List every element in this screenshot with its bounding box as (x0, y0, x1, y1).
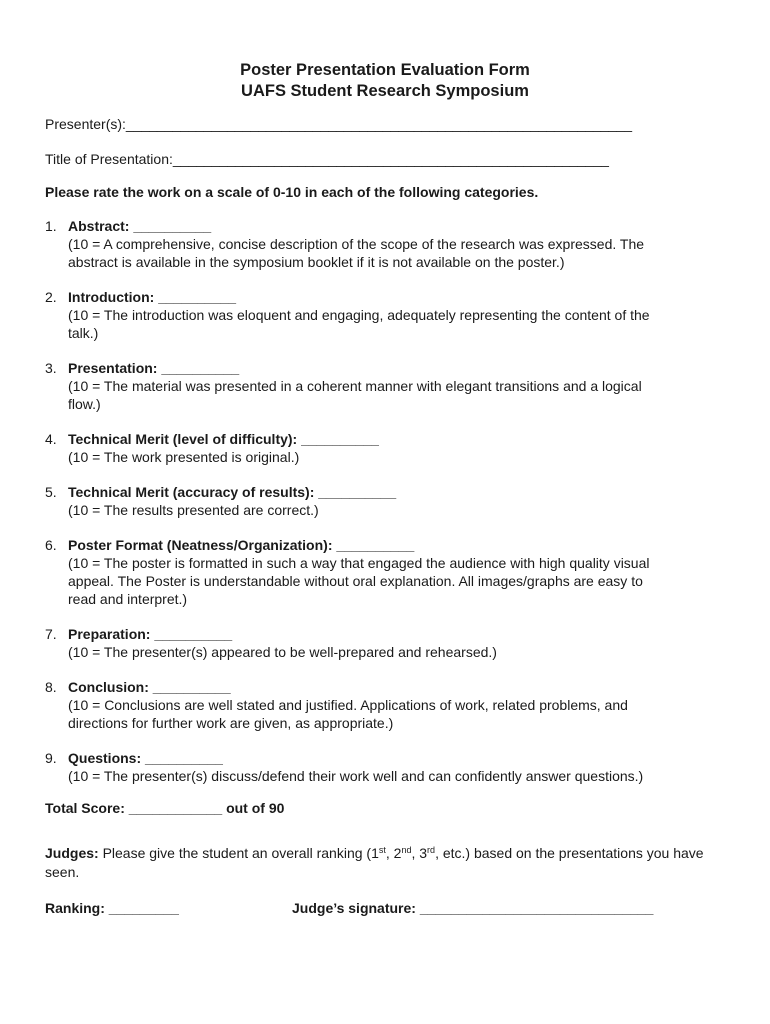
criterion-description: (10 = The results presented are correct.) (68, 502, 319, 518)
criterion-number: 1. (45, 218, 57, 234)
presentation-title-field[interactable]: Title of Presentation:________________________________________________________ (45, 151, 609, 167)
form-title (45, 60, 725, 102)
criterion-score-field[interactable]: Presentation: __________ (68, 360, 240, 376)
criterion-number: 8. (45, 679, 57, 695)
judges-text-1: Please give the student an overall ranking (1 (98, 845, 379, 861)
signature-row (45, 900, 725, 920)
criterion-item (45, 430, 725, 466)
criterion-item (45, 625, 725, 661)
judges-text-2: , etc.) based on the presentations you have seen. (45, 845, 704, 880)
criterion-description: (10 = The work presented is original.) (68, 449, 300, 465)
ranking-field[interactable]: Ranking: _________ (45, 900, 179, 916)
total-score-field[interactable]: Total Score: ____________ out of 90 (45, 800, 285, 816)
criterion-item (45, 678, 725, 732)
criterion-number: 9. (45, 750, 57, 766)
criterion-number: 6. (45, 537, 57, 553)
form-title-line-2: UAFS Student Research Symposium (241, 82, 529, 100)
criterion-score-field[interactable]: Conclusion: __________ (68, 679, 231, 695)
criterion-description: (10 = The poster is formatted in such a way that engaged the audience with high quality visual appeal. The Poster is understandable without oral explanation. All images/graphs are easy to read and interpret.) (68, 555, 650, 607)
criterion-description: (10 = The material was presented in a coherent manner with elegant transitions and a logical flow.) (68, 378, 642, 412)
criteria-list (45, 217, 725, 785)
form-title-line-1: Poster Presentation Evaluation Form (240, 61, 530, 79)
criterion-item (45, 217, 725, 271)
criterion-score-field[interactable]: Introduction: __________ (68, 289, 237, 305)
criterion-score-field[interactable]: Technical Merit (accuracy of results): __________ (68, 484, 397, 500)
criterion-number: 2. (45, 289, 57, 305)
presenters-field[interactable]: Presenter(s):_________________________________________________________________ (45, 116, 633, 132)
criterion-description: (10 = The presenter(s) discuss/defend their work well and can confidently answer questions.) (68, 768, 644, 784)
rating-instructions: Please rate the work on a scale of 0-10 in each of the following categories. (45, 184, 539, 200)
ordinal-rd: rd (427, 845, 436, 855)
criterion-number: 3. (45, 360, 57, 376)
criterion-item (45, 483, 725, 519)
criterion-score-field[interactable]: Preparation: __________ (68, 626, 233, 642)
criterion-description: (10 = The presenter(s) appeared to be well-prepared and rehearsed.) (68, 644, 497, 660)
criterion-description: (10 = A comprehensive, concise description of the scope of the research was expressed. The abstract is available in the symposium booklet if it is not available on the poster.) (68, 236, 645, 270)
ordinal-nd: nd (401, 845, 412, 855)
criterion-description: (10 = The introduction was eloquent and engaging, adequately representing the content of the talk.) (68, 307, 650, 341)
judges-sep-1: , 2 (385, 845, 402, 861)
criterion-item (45, 749, 725, 785)
criterion-item (45, 359, 725, 413)
ordinal-st: st (378, 845, 386, 855)
judges-sep-2: , 3 (411, 845, 428, 861)
criterion-score-field[interactable]: Poster Format (Neatness/Organization): __________ (68, 537, 415, 553)
criterion-item (45, 536, 725, 608)
judges-label: Judges: (45, 845, 99, 861)
judge-signature-field[interactable]: Judge’s signature: ______________________________ (292, 900, 654, 916)
criterion-score-field[interactable]: Technical Merit (level of difficulty): __________ (68, 431, 379, 447)
criterion-score-field[interactable]: Questions: __________ (68, 750, 223, 766)
criterion-number: 7. (45, 626, 57, 642)
criterion-number: 5. (45, 484, 57, 500)
criterion-item (45, 288, 725, 342)
judges-instructions (45, 844, 725, 882)
criterion-score-field[interactable]: Abstract: __________ (68, 218, 212, 234)
criterion-number: 4. (45, 431, 57, 447)
criterion-description: (10 = Conclusions are well stated and justified. Applications of work, related problems, and directions for further work are given, as appropriate.) (68, 697, 628, 731)
